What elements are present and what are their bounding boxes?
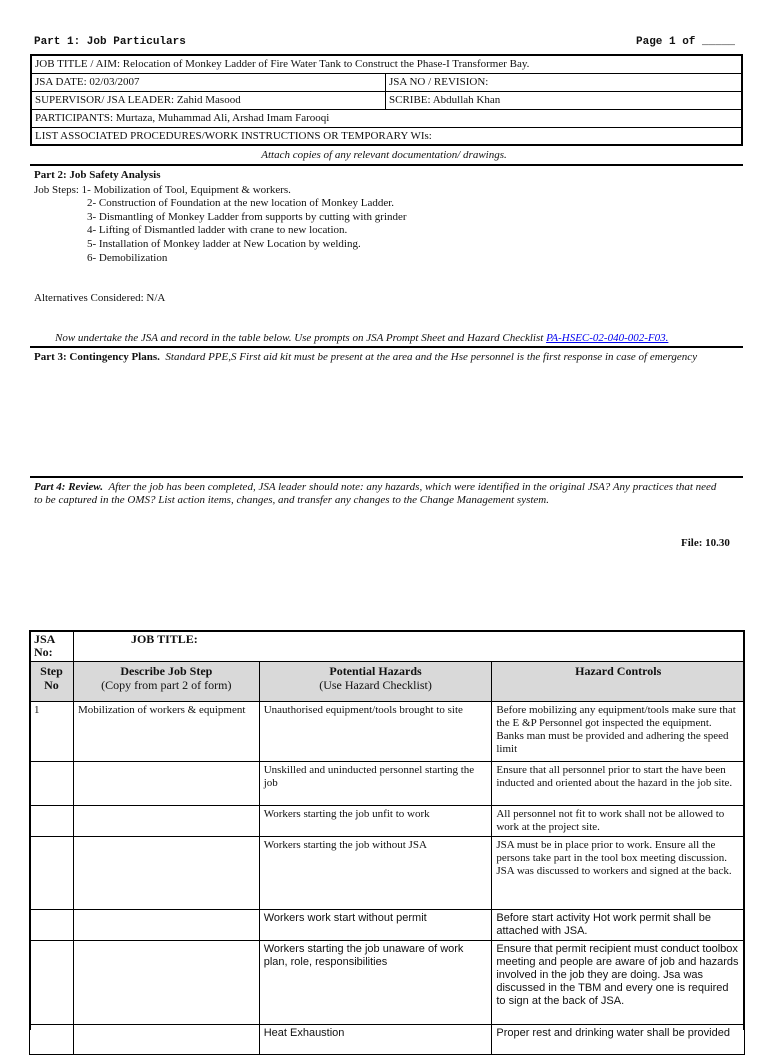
job-step-4: 4- Lifting of Dismantled ladder with crane to new location. bbox=[87, 224, 348, 236]
col-describe bbox=[73, 662, 259, 702]
file-number: File: 10.30 bbox=[681, 537, 730, 549]
jsa-date-row bbox=[32, 74, 741, 92]
part2-heading: Part 2: Job Safety Analysis bbox=[34, 169, 161, 181]
row-step bbox=[73, 1025, 259, 1055]
job-step-2: 2- Construction of Foundation at the new location of Monkey Ladder. bbox=[87, 197, 395, 209]
participants-row bbox=[32, 110, 741, 128]
divider bbox=[30, 346, 743, 348]
table-row bbox=[30, 837, 745, 910]
divider bbox=[30, 476, 743, 478]
row-hazard: Workers starting the job unaware of work plan, role, responsibilities bbox=[259, 941, 492, 1025]
row-step-no bbox=[30, 762, 74, 806]
jsa-date: JSA DATE: 02/03/2007 bbox=[35, 76, 140, 88]
col-step-label: Step bbox=[40, 664, 63, 678]
supervisor-row bbox=[32, 92, 741, 110]
page-number: Page 1 of _____ bbox=[636, 36, 736, 48]
checklist-link[interactable]: PA-HSEC-02-040-002-F03. bbox=[546, 332, 669, 344]
scribe: SCRIBE: Abdullah Khan bbox=[389, 94, 501, 106]
row-hazard: Workers starting the job unfit to work bbox=[259, 806, 492, 837]
alternatives-considered: Alternatives Considered: N/A bbox=[34, 292, 166, 304]
row-step bbox=[73, 762, 259, 806]
part4-text: After the job has been completed, JSA leader should note: any hazards, which were identified in the original JSA? Any practices that need to be captured in the OMS? List action items, changes, and transfer any changes to the Change Management system. bbox=[34, 481, 717, 506]
col-hazards-label: Potential Hazards bbox=[329, 664, 422, 678]
row-step-no bbox=[30, 806, 74, 837]
part3-text: Standard PPE,S First aid kit must be present at the area and the Hse personnel is the first response in case of emergency bbox=[165, 351, 698, 363]
jsa-no: JSA NO / REVISION: bbox=[389, 76, 489, 88]
job-title: JOB TITLE / AIM: Relocation of Monkey Ladder of Fire Water Tank to Construct the Phase-I Transformer Bay. bbox=[35, 58, 530, 70]
job-title-row bbox=[32, 56, 741, 74]
table-row bbox=[30, 702, 745, 762]
col-controls bbox=[492, 662, 745, 702]
col-describe-sub: (Copy from part 2 of form) bbox=[101, 678, 232, 692]
table-row bbox=[30, 1025, 745, 1055]
part3-heading: Part 3: Contingency Plans. bbox=[34, 351, 160, 363]
jsa-no-cell bbox=[30, 631, 74, 662]
row-control: All personnel not fit to work shall not be allowed to work at the project site. bbox=[492, 806, 745, 837]
row-step bbox=[73, 941, 259, 1025]
row-step bbox=[73, 806, 259, 837]
table-row bbox=[30, 762, 745, 806]
row-control: Before start activity Hot work permit shall be attached with JSA. bbox=[492, 910, 745, 941]
row-hazard: Unauthorised equipment/tools brought to site bbox=[259, 702, 492, 762]
divider bbox=[30, 164, 743, 166]
col-controls-label: Hazard Controls bbox=[575, 664, 662, 678]
job-step-3: 3- Dismantling of Monkey Ladder from supports by cutting with grinder bbox=[87, 211, 407, 223]
procedures: LIST ASSOCIATED PROCEDURES/WORK INSTRUCTIONS OR TEMPORARY WIs: bbox=[35, 130, 432, 142]
row-step-no bbox=[30, 910, 74, 941]
job-title-cell bbox=[73, 631, 744, 662]
table-job-title: JOB TITLE: bbox=[130, 632, 198, 646]
undertake-text: Now undertake the JSA and record in the table below. Use prompts on JSA Prompt Sheet and Hazard Checklist bbox=[55, 332, 544, 344]
participants: PARTICIPANTS: Murtaza, Muhammad Ali, Arshad Imam Farooqi bbox=[35, 112, 330, 124]
undertake-note bbox=[55, 332, 668, 345]
jsa-table bbox=[29, 630, 745, 1055]
col-hazards bbox=[259, 662, 492, 702]
supervisor: SUPERVISOR/ JSA LEADER: Zahid Masood bbox=[35, 94, 241, 106]
attach-note: Attach copies of any relevant documentation/ drawings. bbox=[261, 149, 507, 161]
row-control: JSA must be in place prior to work. Ensure all the persons take part in the tool box meeting discussion. JSA was discussed to workers and signed at the back. bbox=[492, 837, 745, 910]
row-step-no: 1 bbox=[30, 702, 74, 762]
col-step-no bbox=[30, 662, 74, 702]
table-row bbox=[30, 910, 745, 941]
part4-heading: Part 4: Review. bbox=[34, 481, 103, 493]
col-step-label2: No bbox=[44, 678, 59, 692]
row-hazard: Heat Exhaustion bbox=[259, 1025, 492, 1055]
row-hazard: Unskilled and uninducted personnel starting the job bbox=[259, 762, 492, 806]
row-step-no bbox=[30, 1025, 74, 1055]
row-step-no bbox=[30, 837, 74, 910]
job-steps-label: Job Steps: 1- Mobilization of Tool, Equipment & workers. bbox=[34, 184, 291, 196]
table-row bbox=[30, 806, 745, 837]
row-control: Before mobilizing any equipment/tools make sure that the E &P Personnel got inspected the equipment. Banks man must be provided and adhering the speed limit bbox=[492, 702, 745, 762]
job-particulars-box bbox=[30, 54, 743, 146]
row-step: Mobilization of workers & equipment bbox=[73, 702, 259, 762]
jsa-no-cell bbox=[385, 74, 488, 91]
col-hazards-sub: (Use Hazard Checklist) bbox=[319, 678, 432, 692]
row-step-no bbox=[30, 941, 74, 1025]
col-describe-label: Describe Job Step bbox=[120, 664, 213, 678]
table-jsa-no: JSA No: bbox=[34, 632, 55, 659]
scribe-cell bbox=[385, 92, 500, 109]
row-step bbox=[73, 910, 259, 941]
job-step-5: 5- Installation of Monkey ladder at New Location by welding. bbox=[87, 238, 361, 250]
job-step-6: 6- Demobilization bbox=[87, 252, 168, 264]
row-control: Ensure that all personnel prior to start the have been inducted and oriented about the hazard in the job site. bbox=[492, 762, 745, 806]
row-hazard: Workers work start without permit bbox=[259, 910, 492, 941]
row-step bbox=[73, 837, 259, 910]
table-row bbox=[30, 941, 745, 1025]
part3-section bbox=[34, 351, 724, 364]
procedures-row bbox=[32, 128, 741, 146]
part4-section bbox=[34, 481, 724, 507]
row-control: Ensure that permit recipient must conduct toolbox meeting and people are aware of job and hazards involved in the job they are doing. Jsa was discussed in the TBM and every one is required to sign at the back of JSA. bbox=[492, 941, 745, 1025]
row-control: Proper rest and drinking water shall be provided bbox=[492, 1025, 745, 1055]
part1-heading: Part 1: Job Particulars bbox=[34, 36, 186, 48]
row-hazard: Workers starting the job without JSA bbox=[259, 837, 492, 910]
